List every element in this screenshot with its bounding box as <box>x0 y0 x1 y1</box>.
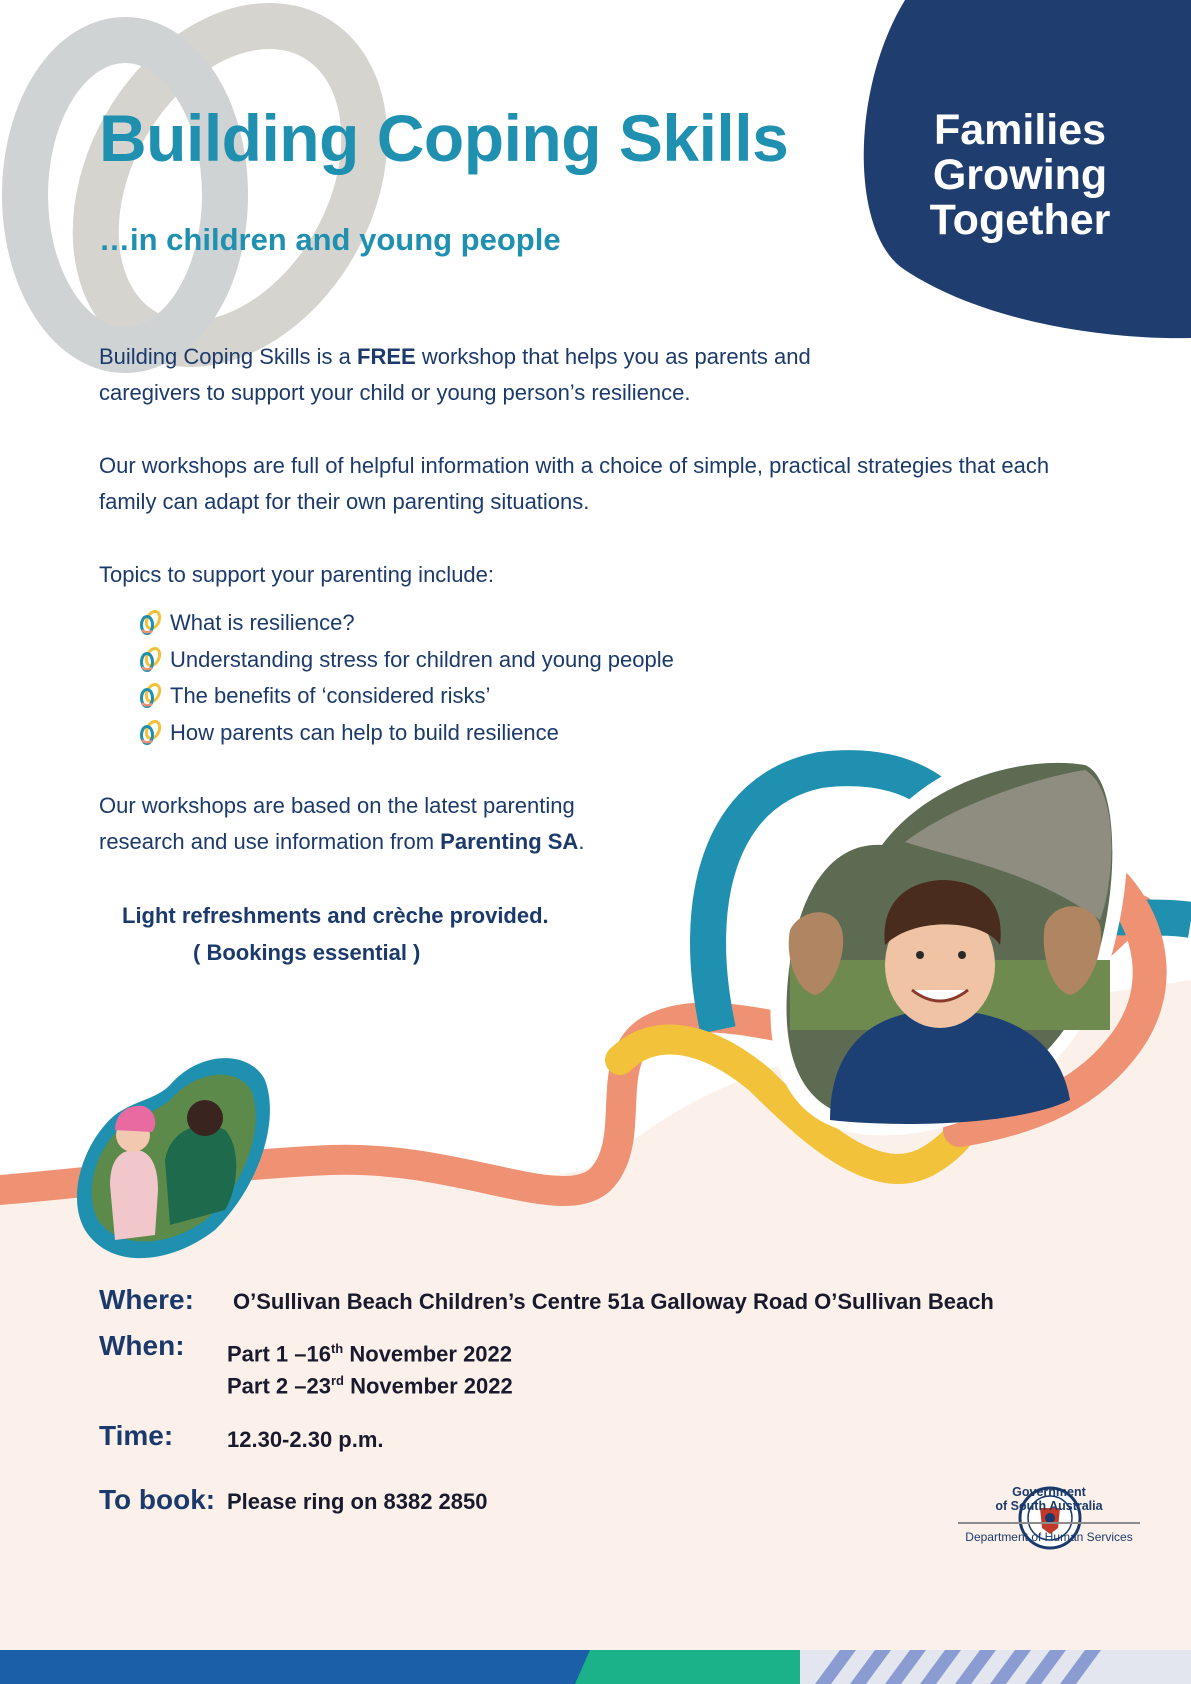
ring-bullet-icon <box>138 610 162 636</box>
when-label: When: <box>99 1330 185 1361</box>
refreshments-text: Light refreshments and crèche provided. <box>122 903 549 928</box>
gov-line: of South Australia <box>995 1499 1103 1513</box>
ring-bullet-icon <box>138 647 162 673</box>
brand-logo <box>880 108 1160 243</box>
ring-bullet-icon <box>138 683 162 709</box>
where-value: O’Sullivan Beach Children’s Centre 51a Galloway Road O’Sullivan Beach <box>233 1289 994 1314</box>
parenting-sa-emphasis: Parenting SA <box>440 829 579 854</box>
free-emphasis: FREE <box>357 344 416 369</box>
list-item: Understanding stress for children and young people <box>138 642 674 679</box>
time-label: Time: <box>99 1420 174 1451</box>
topics-heading: Topics to support your parenting include: <box>99 562 495 587</box>
bookings-text: ( Bookings essential ) <box>193 940 421 965</box>
page-title: Building Coping Skills <box>99 101 789 175</box>
brand-line: Families <box>933 106 1107 154</box>
topics-list <box>138 605 674 751</box>
gov-line: Government <box>1012 1485 1086 1499</box>
when-part1: Part 1 –16th November 2022 <box>227 1341 513 1367</box>
government-logo <box>958 1485 1140 1544</box>
list-item: The benefits of ‘considered risks’ <box>138 678 674 715</box>
list-item: How parents can help to build resilience <box>138 715 674 752</box>
brand-line: Together <box>929 196 1111 244</box>
page-subtitle: …in children and young people <box>99 222 561 257</box>
intro-paragraph: Building Coping Skills is a FREE workshop that helps you as parents and caregivers to support your child or young person’s resilience. <box>99 344 811 405</box>
when-part2: Part 2 –23rd November 2022 <box>227 1373 513 1399</box>
workshop-paragraph: Our workshops are full of helpful information with a choice of simple, practical strategies that each family can adapt for their own parenting situations. <box>99 453 1050 514</box>
brand-line: Growing <box>932 151 1108 199</box>
book-label: To book: <box>99 1484 216 1515</box>
footer-stripe-green <box>575 1650 800 1684</box>
department-name: Department of Human Services <box>958 1522 1140 1544</box>
footer-stripe-blue <box>0 1650 620 1684</box>
list-item: What is resilience? <box>138 605 674 642</box>
where-label: Where: <box>99 1284 194 1315</box>
refreshments-note <box>122 897 549 971</box>
research-paragraph: Our workshops are based on the latest parenting research and use information from Parenting SA. <box>99 793 585 854</box>
book-value: Please ring on 8382 2850 <box>227 1489 488 1514</box>
time-value: 12.30-2.30 p.m. <box>227 1427 384 1452</box>
ring-bullet-icon <box>138 720 162 746</box>
